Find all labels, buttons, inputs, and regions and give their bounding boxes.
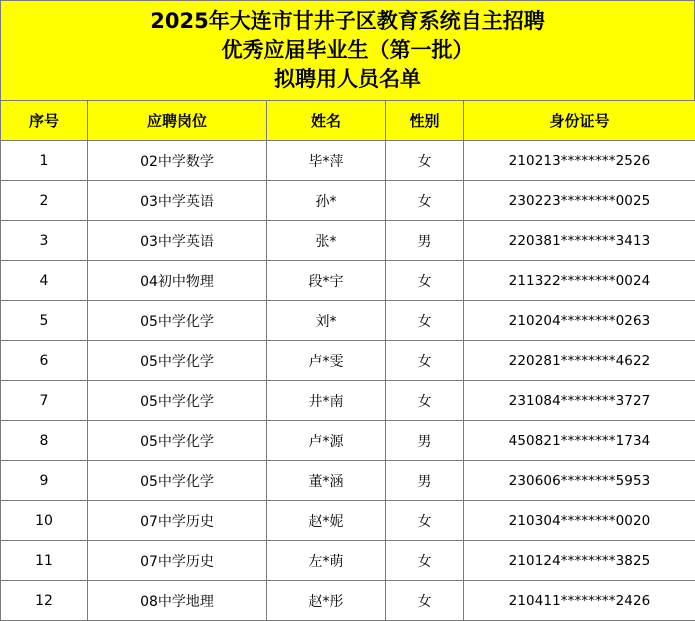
title-line-3: 拟聘用人员名单: [274, 67, 421, 91]
table-row: [1, 301, 695, 341]
cell-serial-number: 11: [1, 541, 88, 581]
cell-name: 卢*雯: [267, 341, 386, 381]
cell-name: 刘*: [267, 301, 386, 341]
cell-id-number: 210124********3825: [464, 541, 695, 581]
cell-position: 05中学化学: [88, 341, 267, 381]
cell-id-number: 210411********2426: [464, 581, 695, 621]
cell-name: 段*宇: [267, 261, 386, 301]
table-row: [1, 461, 695, 501]
table-row: [1, 261, 695, 301]
cell-position: 07中学历史: [88, 501, 267, 541]
cell-gender: 女: [386, 261, 464, 301]
table-row: [1, 141, 695, 181]
cell-gender: 男: [386, 461, 464, 501]
cell-position: 05中学化学: [88, 381, 267, 421]
table-row: [1, 421, 695, 461]
cell-serial-number: 9: [1, 461, 88, 501]
cell-id-number: 211322********0024: [464, 261, 695, 301]
cell-name: 赵*彤: [267, 581, 386, 621]
cell-name: 毕*萍: [267, 141, 386, 181]
cell-gender: 女: [386, 141, 464, 181]
cell-name: 井*南: [267, 381, 386, 421]
cell-position: 07中学历史: [88, 541, 267, 581]
cell-serial-number: 2: [1, 181, 88, 221]
cell-id-number: 210204********0263: [464, 301, 695, 341]
cell-serial-number: 1: [1, 141, 88, 181]
cell-serial-number: 7: [1, 381, 88, 421]
cell-name: 左*萌: [267, 541, 386, 581]
cell-position: 03中学英语: [88, 221, 267, 261]
cell-position: 05中学化学: [88, 421, 267, 461]
table-row: [1, 181, 695, 221]
cell-gender: 女: [386, 381, 464, 421]
cell-serial-number: 8: [1, 421, 88, 461]
cell-serial-number: 4: [1, 261, 88, 301]
cell-serial-number: 3: [1, 221, 88, 261]
cell-name: 张*: [267, 221, 386, 261]
cell-gender: 女: [386, 501, 464, 541]
table-header-row: [1, 101, 695, 141]
header-id-number: 身份证号: [464, 101, 695, 141]
cell-gender: 女: [386, 581, 464, 621]
table-row: [1, 221, 695, 261]
cell-gender: 女: [386, 181, 464, 221]
cell-id-number: 210213********2526: [464, 141, 695, 181]
cell-name: 赵*妮: [267, 501, 386, 541]
cell-id-number: 230606********5953: [464, 461, 695, 501]
cell-serial-number: 10: [1, 501, 88, 541]
title-line-2: 优秀应届毕业生（第一批）: [221, 38, 474, 62]
cell-position: 02中学数学: [88, 141, 267, 181]
cell-id-number: 230223********0025: [464, 181, 695, 221]
cell-position: 08中学地理: [88, 581, 267, 621]
table-row: [1, 581, 695, 621]
cell-name: 卢*源: [267, 421, 386, 461]
cell-serial-number: 12: [1, 581, 88, 621]
cell-name: 董*涵: [267, 461, 386, 501]
cell-gender: 男: [386, 221, 464, 261]
header-gender: 性别: [386, 101, 464, 141]
cell-id-number: 220381********3413: [464, 221, 695, 261]
header-name: 姓名: [267, 101, 386, 141]
cell-id-number: 450821********1734: [464, 421, 695, 461]
cell-gender: 女: [386, 541, 464, 581]
title-block: [0, 0, 695, 101]
cell-position: 05中学化学: [88, 301, 267, 341]
title-line-1: 2025年大连市甘井子区教育系统自主招聘: [150, 9, 545, 33]
cell-id-number: 210304********0020: [464, 501, 695, 541]
table-row: [1, 341, 695, 381]
header-serial-number: 序号: [1, 101, 88, 141]
cell-position: 05中学化学: [88, 461, 267, 501]
cell-id-number: 231084********3727: [464, 381, 695, 421]
table-row: [1, 381, 695, 421]
cell-serial-number: 5: [1, 301, 88, 341]
hiring-list-table: [0, 100, 695, 621]
table-row: [1, 541, 695, 581]
cell-position: 04初中物理: [88, 261, 267, 301]
cell-gender: 女: [386, 341, 464, 381]
cell-name: 孙*: [267, 181, 386, 221]
cell-gender: 男: [386, 421, 464, 461]
header-position: 应聘岗位: [88, 101, 267, 141]
cell-id-number: 220281********4622: [464, 341, 695, 381]
cell-position: 03中学英语: [88, 181, 267, 221]
cell-gender: 女: [386, 301, 464, 341]
cell-serial-number: 6: [1, 341, 88, 381]
table-row: [1, 501, 695, 541]
